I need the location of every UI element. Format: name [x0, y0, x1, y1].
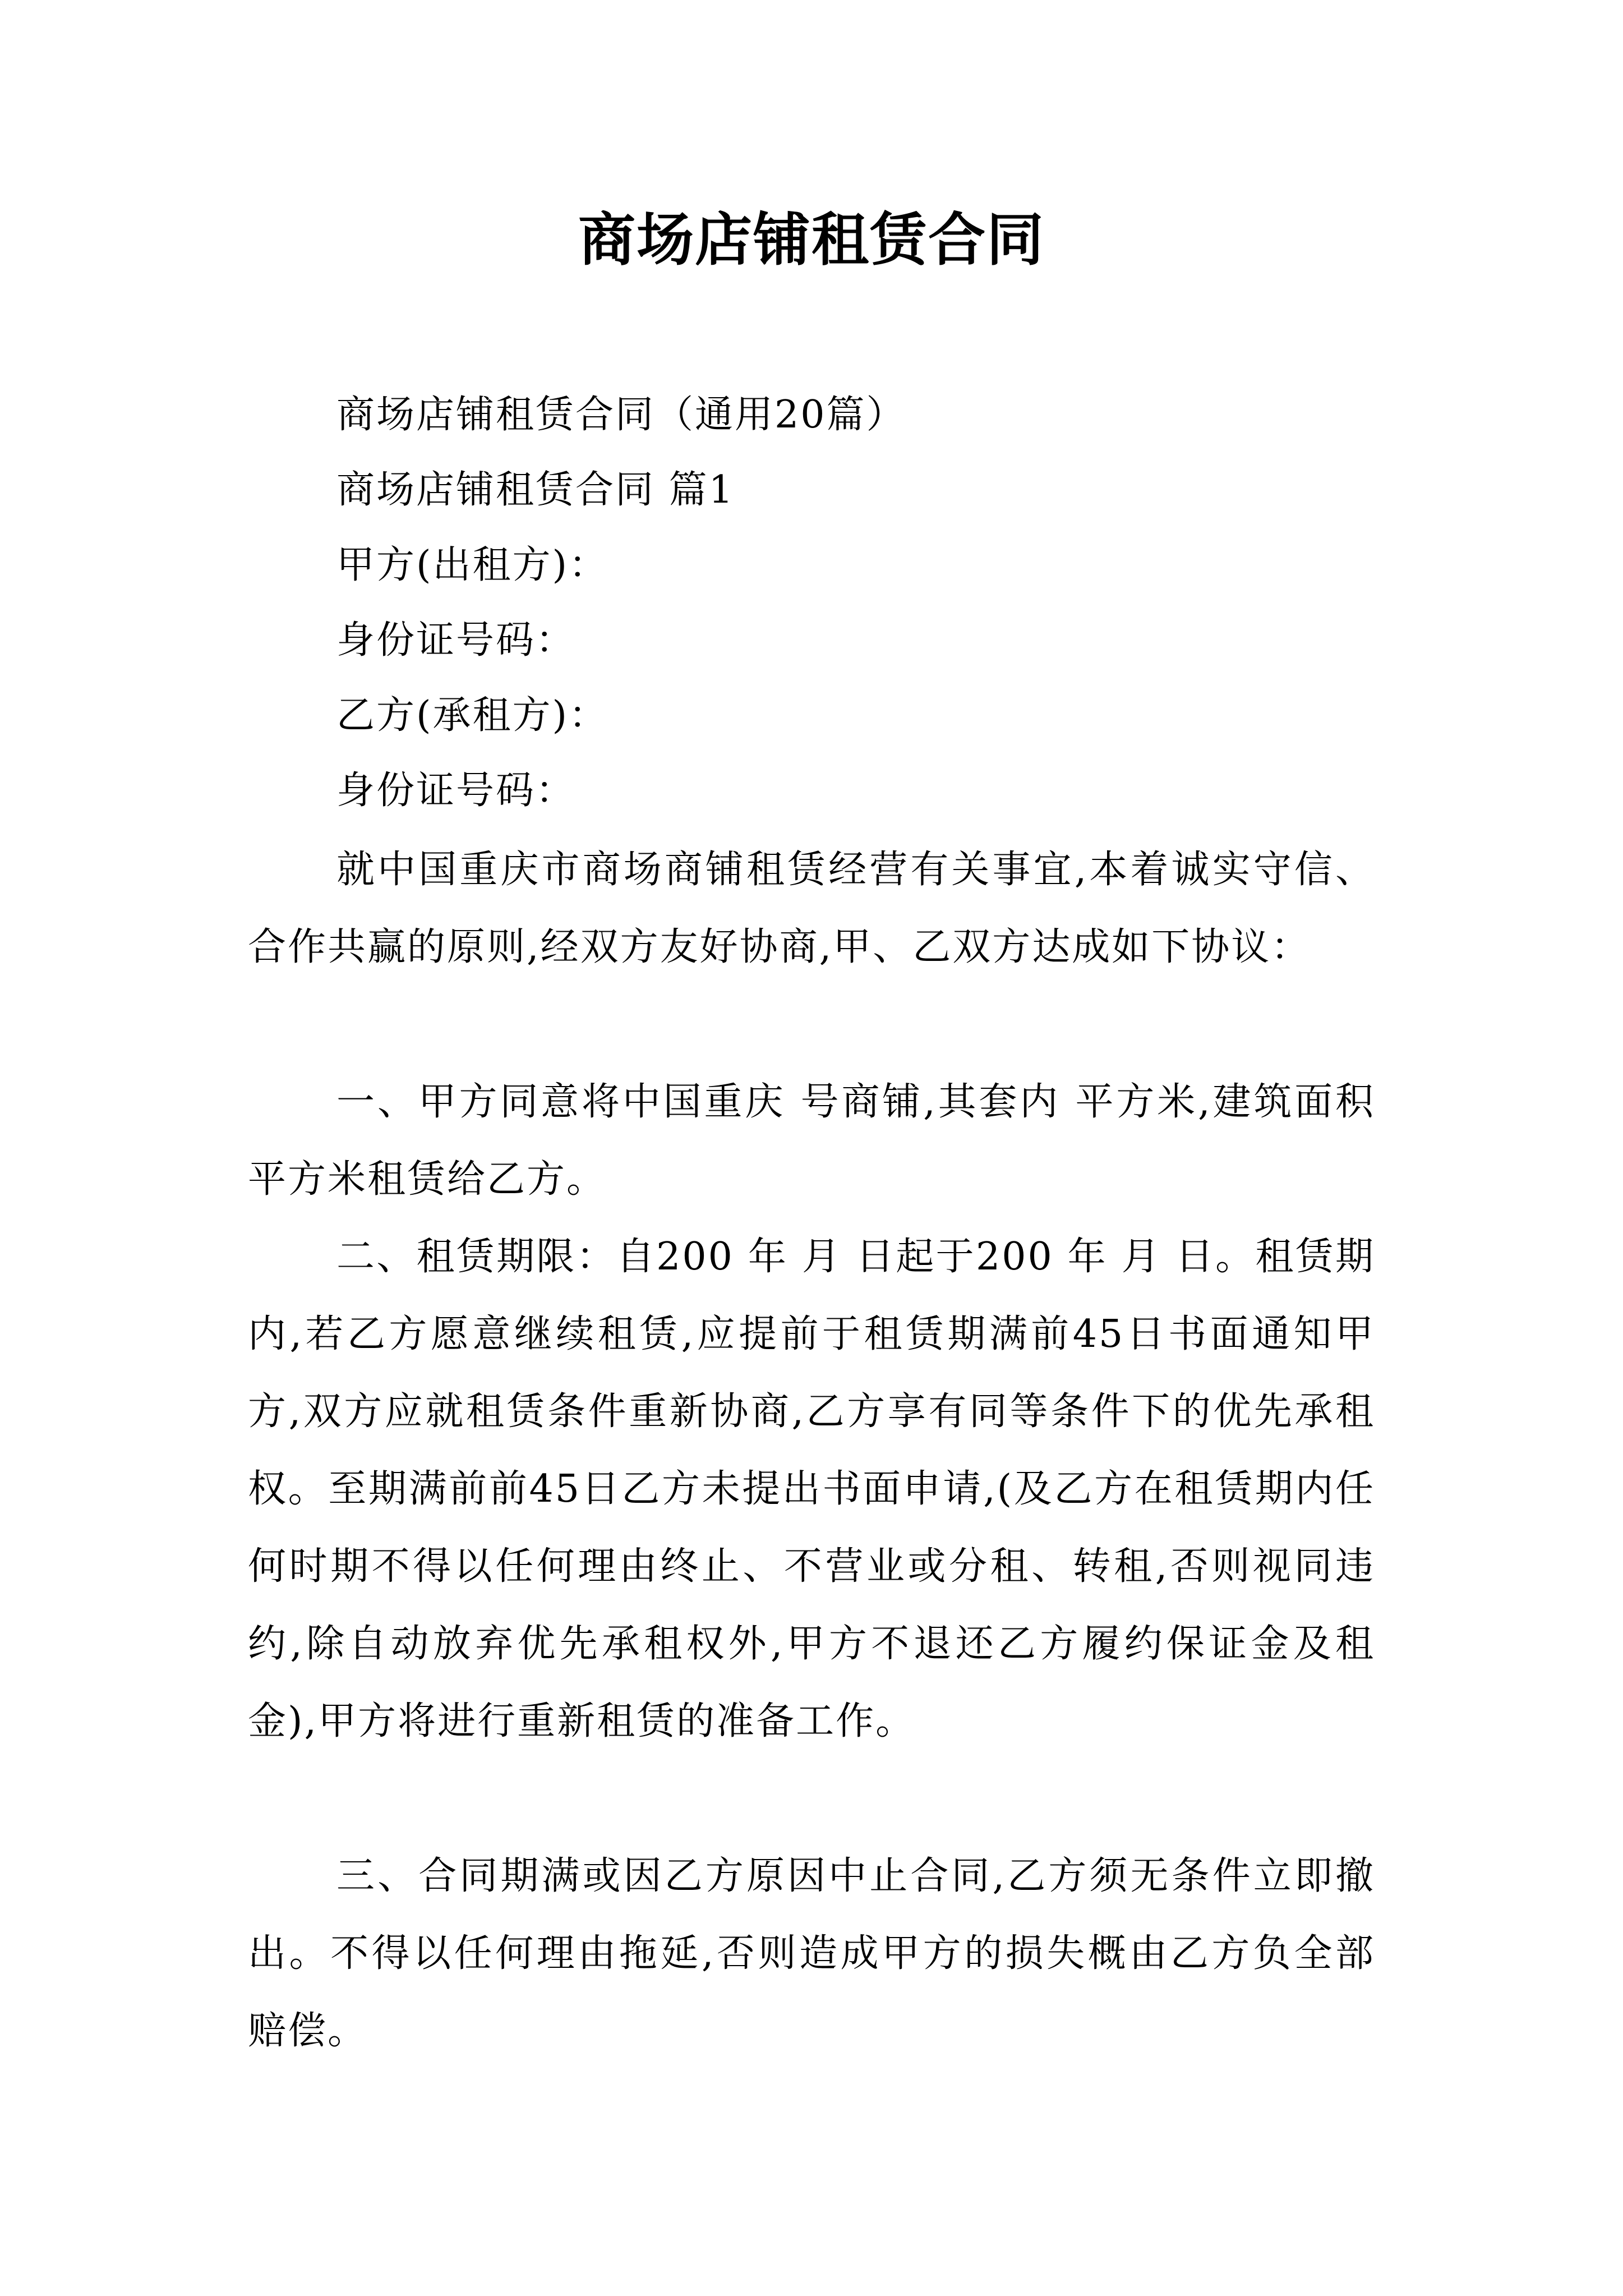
section-heading: 商场店铺租赁合同 篇1 [336, 468, 735, 512]
paragraph-clause-2: 二、租赁期限：自200 年 月 日起于200 年 月 日。租赁期内,若乙方愿意继续租赁,应提前于租赁期满前45日书面通知甲方,双方应就租赁条件重新协商,乙方享有同等条件下的优先承租权。至期满前前45日乙方未提出书面申请,(及乙方在租赁期内任何时期不得以任何理由终止、不营业或分租、转租,否则视同违约,除自动放弃优先承租权外,甲方不退还乙方履约保证金及租金),甲方将进行重新租赁的准备工作。 [248, 1235, 1375, 1743]
subtitle-line: 商场店铺租赁合同（通用20篇） [336, 393, 906, 437]
paragraph-intro: 就中国重庆市商场商铺租赁经营有关事宜,本着诚实守信、合作共赢的原则,经双方友好协商,甲、乙双方达成如下协议： [248, 848, 1375, 969]
party-a-label: 甲方(出租方)： [336, 543, 609, 587]
party-a-id-label: 身份证号码： [336, 618, 576, 662]
party-b-label: 乙方(承租方)： [336, 693, 609, 738]
paragraph-clause-3: 三、合同期满或因乙方原因中止合同,乙方须无条件立即撤出。不得以任何理由拖延,否则造成甲方的损失概由乙方负全部赔偿。 [248, 1854, 1375, 2053]
paragraph-clause-1: 一、甲方同意将中国重庆 号商铺,其套内 平方米,建筑面积 平方米租赁给乙方。 [248, 1080, 1375, 1202]
document-title: 商场店铺租赁合同 [578, 206, 1045, 274]
party-b-id-label: 身份证号码： [336, 769, 576, 813]
